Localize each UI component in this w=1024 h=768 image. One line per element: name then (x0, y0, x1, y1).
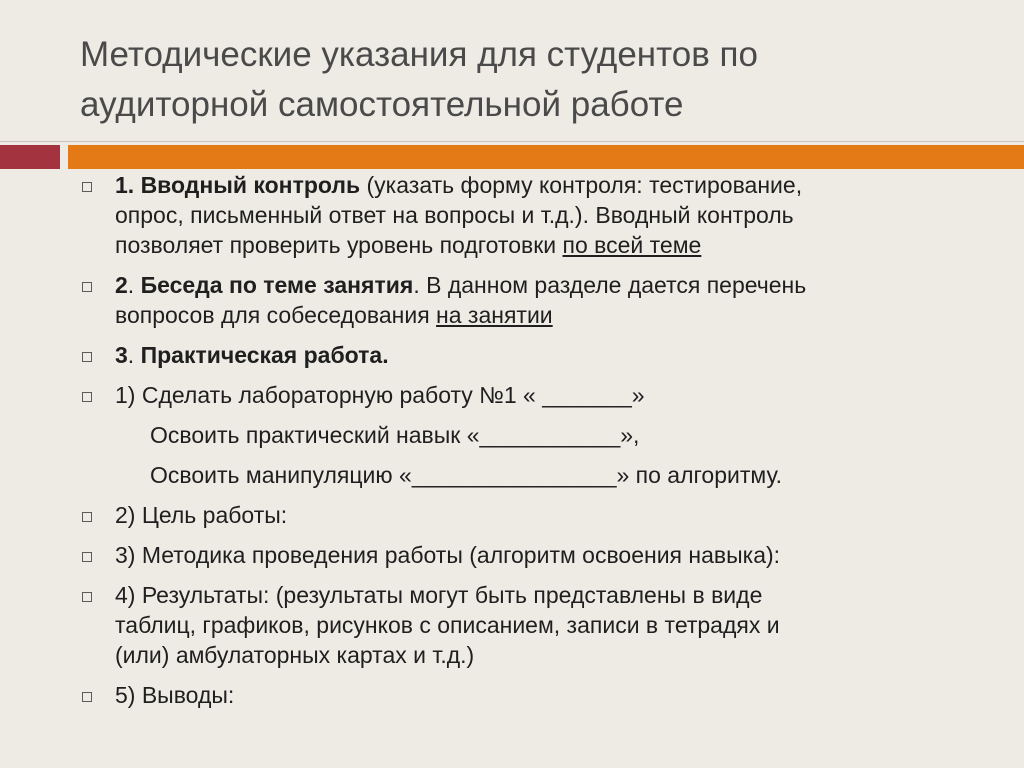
bullet-square-icon (82, 592, 92, 602)
bullet-square-icon (82, 182, 92, 192)
bullet-square-icon (82, 282, 92, 292)
item-conversation-dot: . (127, 272, 141, 298)
item-intro-text-1: (указать форму контроля: тестирование, (360, 172, 803, 198)
item-intro-line-3 (115, 230, 995, 260)
item-intro-text-3: позволяет проверить уровень подготовки (115, 232, 563, 258)
item-intro-control (115, 170, 995, 260)
item-practice-dot: . (127, 342, 141, 368)
slide-title-line-1: Методические указания для студентов по (80, 35, 758, 74)
item-intro-underlined: по всей теме (562, 232, 702, 258)
item-practice (115, 340, 995, 370)
bullet-square-icon (82, 692, 92, 702)
item-conversation-text-2: вопросов для собеседования (115, 302, 437, 328)
item-conversation (115, 270, 995, 330)
item-conversation-heading: Беседа по теме занятия (140, 272, 414, 298)
bullet-square-icon (82, 352, 92, 362)
item-intro-heading: 1. Вводный контроль (115, 172, 361, 198)
bullet-square-icon (82, 392, 92, 402)
step-2-goal: 2) Цель работы: (115, 502, 288, 528)
item-conversation-line-2 (115, 300, 995, 330)
step-4-line-3: (или) амбулаторных картах и т.д.) (115, 642, 475, 668)
item-intro-line-2: опрос, письменный ответ на вопросы и т.д.). Вводный контроль (115, 202, 794, 228)
bullet-square-icon (82, 512, 92, 522)
slide-title-line-2: аудиторной самостоятельной работе (80, 85, 684, 124)
step-3-method: 3) Методика проведения работы (алгоритм освоения навыка): (115, 542, 781, 568)
item-conversation-number: 2 (115, 272, 128, 298)
step-4-line-1: 4) Результаты: (результаты могут быть представлены в виде (115, 582, 763, 608)
bullet-square-icon (82, 552, 92, 562)
step-4-results (115, 580, 995, 670)
item-conversation-line-1 (115, 270, 995, 300)
step-1-lab-work: 1) Сделать лабораторную работу №1 « _______» (115, 382, 645, 408)
step-4-line-2: таблиц, графиков, рисунков с описанием, записи в тетрадях и (115, 612, 780, 638)
step-1-skill: Освоить практический навык «___________», (150, 422, 640, 448)
step-1-manipulation: Освоить манипуляцию «________________» по алгоритму. (150, 462, 783, 488)
step-5-conclusions: 5) Выводы: (115, 682, 235, 708)
item-practice-line (115, 340, 995, 370)
item-practice-heading: Практическая работа. (140, 342, 389, 368)
item-practice-number: 3 (115, 342, 128, 368)
item-conversation-underlined: на занятии (436, 302, 553, 328)
item-conversation-text-1: . В данном разделе дается перечень (413, 272, 807, 298)
item-intro-line-1 (115, 170, 995, 200)
